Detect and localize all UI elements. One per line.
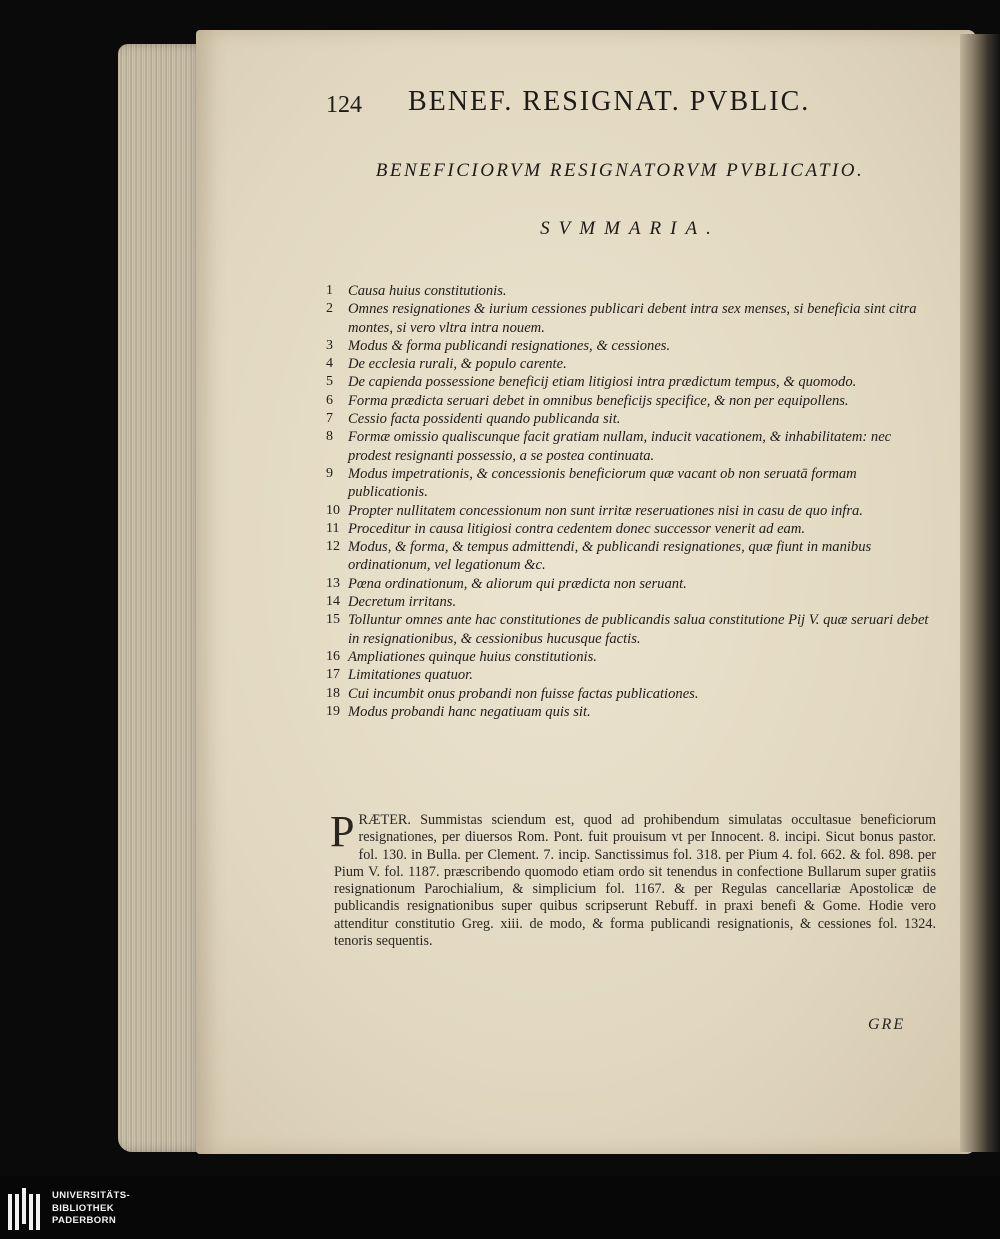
summary-item-text: Modus, & forma, & tempus admittendi, & publicandi resignationes, quæ fiunt in manibus ordinationum, vel legationum &c.	[348, 539, 872, 574]
summary-item-number: 2	[326, 301, 333, 317]
summary-item-text: Decretum irritans.	[348, 594, 457, 611]
summary-item	[326, 465, 938, 502]
summary-item	[326, 611, 938, 648]
summary-item-text: Modus impetrationis, & concessionis beneficiorum quæ vacant ob non seruatā formam publicationis.	[348, 465, 857, 501]
body-paragraph	[330, 807, 936, 950]
summary-item	[326, 373, 938, 391]
summary-item-text: Limitationes quatuor.	[348, 667, 473, 684]
summary-item-text: Forma prædicta seruari debet in omnibus beneficijs specifice, & non per equipollens.	[348, 392, 849, 409]
summary-item	[326, 282, 938, 300]
summary-item	[326, 703, 938, 721]
summary-item	[326, 666, 938, 684]
summary-item-number: 15	[326, 612, 340, 628]
summary-item-number: 17	[326, 667, 340, 683]
summary-item-number: 7	[326, 411, 333, 427]
summary-item	[326, 593, 938, 611]
summary-item	[326, 337, 938, 355]
library-logo-line: PADERBORN	[52, 1215, 117, 1226]
page-edges	[118, 44, 204, 1152]
summary-item	[326, 355, 938, 373]
library-logo	[0, 1186, 140, 1232]
summary-item-number: 3	[326, 337, 333, 353]
summary-item-number: 18	[326, 685, 340, 701]
drop-cap: P	[330, 807, 355, 856]
summary-item-text: Cessio facta possidenti quando publicanda sit.	[348, 411, 621, 428]
summary-item	[326, 502, 938, 520]
summary-item	[326, 538, 938, 575]
facing-page-gutter	[960, 34, 1000, 1152]
summary-item-text: Causa huius constitutionis.	[348, 283, 507, 299]
library-logo-icon	[8, 1188, 44, 1230]
page-number: 124	[326, 92, 362, 118]
summary-item-text: De ecclesia rurali, & populo carente.	[348, 356, 567, 373]
summary-item	[326, 300, 938, 337]
running-head-title: BENEF. RESIGNAT. PVBLIC.	[408, 86, 811, 117]
body-text: RÆTER. Summistas sciendum est, quod ad prohibendum simulatas occultasue beneficiorum resignationes, per diuersos Rom. Pont. fuit prouisum vt per Innocent. 8. incipi. Sicut bonus pastor. fol. 130. in Bulla. per Clement. 7. incip. Sanctissimus fol. 318. per Pium 4. fol. 662. & fol. 898. per Pium V. fol. 1187. præscribendo quomodo etiam ordo sit tenendus in confectione Bullarum super gratiis resignationum Parochialium, & simplicium fol. 1167. & per Regulas cancellariæ Apostolicæ de publicandis resignationibus super quibus scripserunt Rebuff. in praxi benefi & Gome. Hodie vero attenditur constitutio Greg. xiii. de modo, & forma publicandi resignationis, & cessiones fol. 1324. tenoris sequentis.	[334, 812, 936, 950]
summary-item	[326, 410, 938, 428]
summary-item	[326, 520, 938, 538]
main-title: BENEFICIORVM RESIGNATORVM PVBLICATIO.	[375, 160, 865, 181]
summary-item-text: Tolluntur omnes ante hac constitutiones de publicandis salua constitutione Pij V. quæ seruari debet in resignationibus, & cessionibus hucusque factis.	[348, 612, 929, 647]
catchword: GRE	[868, 1016, 906, 1033]
library-logo-line: BIBLIOTHEK	[52, 1202, 115, 1214]
summary-item-number: 11	[326, 520, 340, 536]
summary-item-number: 14	[326, 594, 340, 610]
summary-item-text: Ampliationes quinque huius constitutionis.	[348, 648, 597, 665]
running-head	[326, 86, 886, 126]
summary-item-text: Omnes resignationes & iurium cessiones publicari debent intra sex menses, si beneficia sint citra montes, si vero vltra intra nouem.	[348, 301, 917, 336]
summary-item-text: Cui incumbit onus probandi non fuisse factas publicationes.	[348, 685, 699, 702]
summary-item	[326, 392, 938, 410]
summary-list	[326, 282, 938, 721]
summary-item-text: Pœna ordinationum, & aliorum qui prædicta non seruant.	[348, 575, 687, 592]
library-logo-line: UNIVERSITÄTS-	[52, 1190, 131, 1201]
summary-item-number: 19	[326, 703, 340, 719]
summary-item-text: Modus probandi hanc negatiuam quis sit.	[348, 703, 591, 720]
summary-item	[326, 575, 938, 593]
summary-item	[326, 648, 938, 666]
summary-item	[326, 685, 938, 703]
summary-item	[326, 428, 938, 465]
summary-item-number: 9	[326, 465, 333, 481]
summary-item-text: Proceditur in causa litigiosi contra cedentem donec successor venerit ad eam.	[348, 520, 806, 537]
summaria-heading: SVMMARIA.	[540, 218, 720, 239]
summary-item-number: 16	[326, 648, 340, 664]
summary-item-number: 6	[326, 392, 333, 408]
summary-item-number: 12	[326, 539, 340, 555]
summary-item-number: 10	[326, 502, 340, 518]
summary-item-number: 13	[326, 575, 340, 591]
summary-item-text: Propter nullitatem concessionum non sunt irritæ reseruationes nisi in casu de quo infra.	[348, 502, 863, 519]
library-logo-text	[52, 1190, 130, 1228]
summary-item-number: 8	[326, 429, 333, 445]
summary-item-text: Modus & forma publicandi resignationes, & cessiones.	[348, 337, 671, 354]
summary-item-number: 1	[326, 283, 333, 298]
summary-item-number: 5	[326, 374, 333, 390]
summary-item-text: De capienda possessione beneficij etiam litigiosi intra prædictum tempus, & quomodo.	[348, 374, 857, 391]
summary-item-text: Formæ omissio qualiscunque facit gratiam nullam, inducit vacationem, & inhabilitatem: nec prodest resignanti possessio, a se postea continuata.	[348, 429, 892, 464]
summary-item-number: 4	[326, 356, 333, 372]
